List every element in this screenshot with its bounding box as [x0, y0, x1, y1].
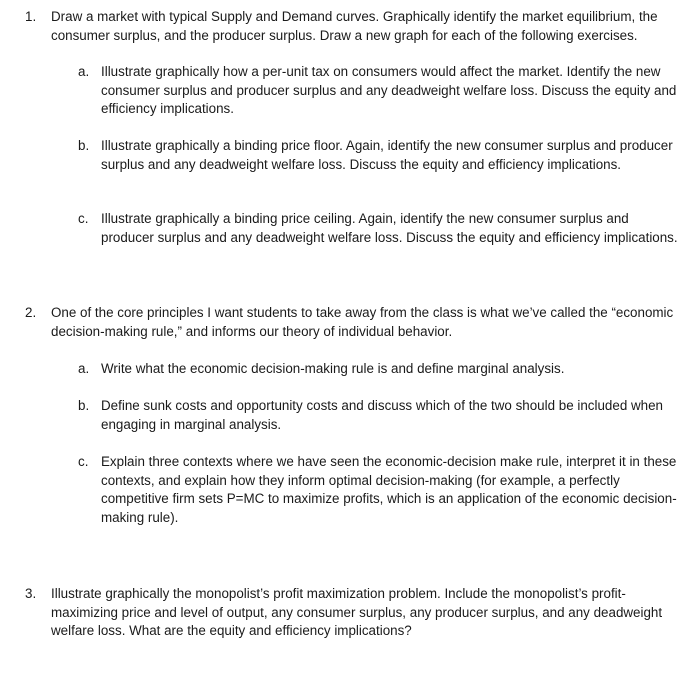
question-text: Draw a market with typical Supply and Demand curves. Graphically identify the market equilibrium, the consumer surplus, and the producer surplus. Draw a new graph for each of the following exercises. — [51, 9, 658, 43]
question-text: One of the core principles I want students to take away from the class is what we’ve called the “economic decision-making rule,” and informs our theory of individual behavior. — [51, 305, 674, 339]
part-letter: a. — [78, 64, 90, 79]
part-text: Illustrate graphically a binding price ceiling. Again, identify the new consumer surplus and producer surplus and any deadweight welfare loss. Discuss the equity and efficiency implications. — [101, 211, 678, 245]
part-text: Define sunk costs and opportunity costs and discuss which of the two should be included when engaging in marginal analysis. — [101, 398, 663, 432]
question-number: 1. — [25, 9, 37, 24]
part-text: Illustrate graphically a binding price floor. Again, identify the new consumer surplus and producer surplus and any deadweight welfare loss. Discuss the equity and efficiency implications. — [101, 138, 673, 172]
part-letter: b. — [78, 138, 90, 153]
part-letter: b. — [78, 398, 90, 413]
part-text: Write what the economic decision-making rule is and define marginal analysis. — [101, 361, 565, 376]
part-text: Explain three contexts where we have seen the economic-decision make rule, interpret it in these contexts, and explain how they inform optimal decision-making (for example, a perfectly competitive firm sets P=MC to maximize profits, which is an application of the economic decision-making rule). — [101, 454, 677, 525]
part-letter: a. — [78, 361, 90, 376]
question-number: 3. — [25, 586, 37, 601]
part-text: Illustrate graphically how a per-unit tax on consumers would affect the market. Identify the new consumer surplus and producer surplus and any deadweight welfare loss. Discuss the equity and efficiency implications. — [101, 64, 677, 116]
question-number: 2. — [25, 305, 37, 320]
part-letter: c. — [78, 211, 89, 226]
part-letter: c. — [78, 454, 89, 469]
question-text: Illustrate graphically the monopolist’s profit maximization problem. Include the monopolist’s profit-maximizing price and level of output, any consumer surplus, any producer surplus, and any deadweight welfare loss. What are the equity and efficiency implications? — [51, 586, 663, 638]
